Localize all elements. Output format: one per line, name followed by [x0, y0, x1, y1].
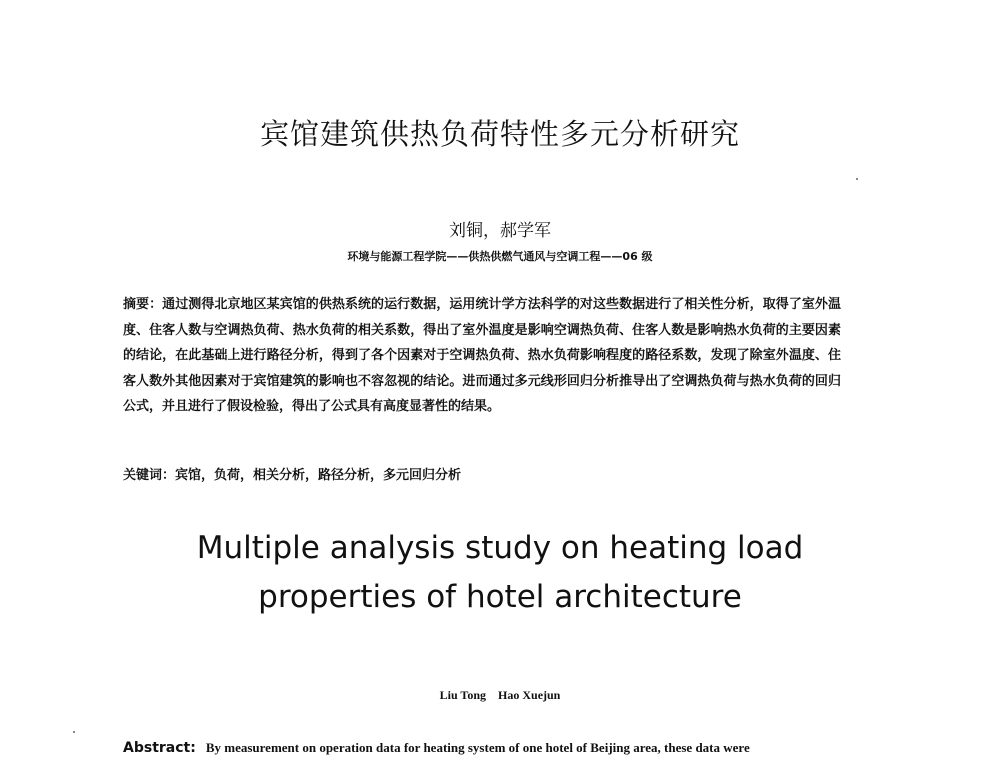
abstract-cn: [123, 292, 841, 420]
abstract-en-text: By measurement on operation data for heating system of one hotel of Beijing area, these data were: [205, 740, 750, 755]
keywords-cn-text: 宾馆，负荷，相关分析，路径分析，多元回归分析: [175, 468, 462, 483]
authors-cn: 刘铜，郝学军: [449, 221, 551, 241]
paper-title-cn: 宾馆建筑供热负荷特性多元分析研究: [259, 117, 740, 151]
abstract-cn-text: 通过测得北京地区某宾馆的供热系统的运行数据，运用统计学方法科学的对这些数据进行了相关性分析，取得了室外温度、住客人数与空调热负荷、热水负荷的相关系数，得出了室外温度是影响空调热负荷、住客人数是影响热水负荷的主要因素的结论，在此基础上进行路径分析，得到了各个因素对于空调热负荷、热水负荷影响程度的路径系数，发现了除室外温度、住客人数外其他因素对于宾馆建筑的影响也不容忽视的结论。进而通过多元线形回归分析推导出了空调热负荷与热水负荷的回归公式，并且进行了假设检验，得出了公式具有高度显著性的结果。: [123, 297, 841, 415]
authors-en: [0, 688, 1000, 703]
paper-title-en: [0, 524, 1000, 622]
paper-title-en-line1: Multiple analysis study on heating load: [196, 530, 804, 566]
keywords-cn-label: 关键词：: [123, 468, 176, 483]
keywords-cn: [123, 464, 841, 483]
abstract-en: [123, 740, 883, 756]
author-en-1: Liu Tong: [439, 688, 487, 702]
abstract-cn-label: 摘要：: [123, 297, 163, 312]
scan-speck: [73, 731, 75, 733]
paper-title-en-line2: properties of hotel architecture: [258, 579, 742, 615]
author-en-2: Hao Xuejun: [498, 688, 561, 702]
affiliation-cn: 环境与能源工程学院——供热供燃气通风与空调工程——06 级: [347, 250, 653, 263]
scan-speck: [856, 178, 858, 180]
abstract-en-label: Abstract:: [123, 740, 196, 756]
